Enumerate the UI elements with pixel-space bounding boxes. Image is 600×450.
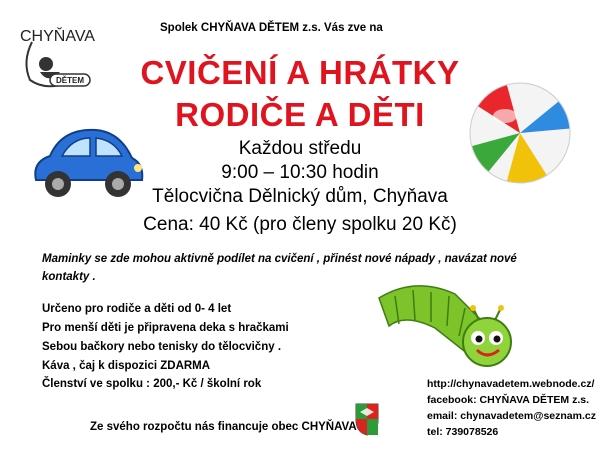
schedule-time: 9:00 – 10:30 hodin <box>221 162 379 183</box>
contact-facebook: facebook: CHYŇAVA DĚTEM z.s. <box>427 394 589 406</box>
beach-ball-icon <box>465 78 575 188</box>
intro-text: Spolek CHYŇAVA DĚTEM z.s. Vás zve na <box>160 22 383 34</box>
detail-item: Členství ve spolku : 200,- Kč / školní rok <box>42 378 262 390</box>
detail-item: Určeno pro rodiče a děti od 0- 4 let <box>42 303 232 315</box>
contact-website[interactable]: http://chynavadetem.webnode.cz/ <box>427 378 595 390</box>
logo-tag: DĚTEM <box>56 76 84 85</box>
detail-item: Káva , čaj k dispozici ZDARMA <box>42 360 211 372</box>
title-line-1: CVIČENÍ A HRÁTKY <box>140 54 460 91</box>
blue-car-icon <box>28 122 148 204</box>
contact-phone: tel: 739078526 <box>427 426 499 438</box>
detail-item: Sebou bačkory nebo tenisky do tělocvičny . <box>42 341 282 353</box>
logo-title: CHYŇAVA <box>20 28 95 45</box>
venue: Tělocvična Dělnický dům, Chyňava <box>152 186 448 207</box>
price: Cena: 40 Kč (pro členy spolku 20 Kč) <box>143 214 457 235</box>
schedule-day: Každou středu <box>238 138 362 159</box>
detail-item: Pro menší děti je připravena deka s hračkami <box>42 322 289 334</box>
footer-note: Ze svého rozpočtu nás financuje obec CHYŇAVA <box>90 421 357 433</box>
coat-of-arms-icon <box>354 402 380 436</box>
contact-email[interactable]: email: chynavadetem@seznam.cz <box>427 410 596 422</box>
invitation-note: Maminky se zde mohou aktivně podílet na cvičení , přinést nové nápady , navázat nové kontakty . <box>42 253 517 283</box>
caterpillar-tunnel-icon <box>375 268 525 373</box>
title-line-2: RODIČE A DĚTI <box>175 96 425 133</box>
